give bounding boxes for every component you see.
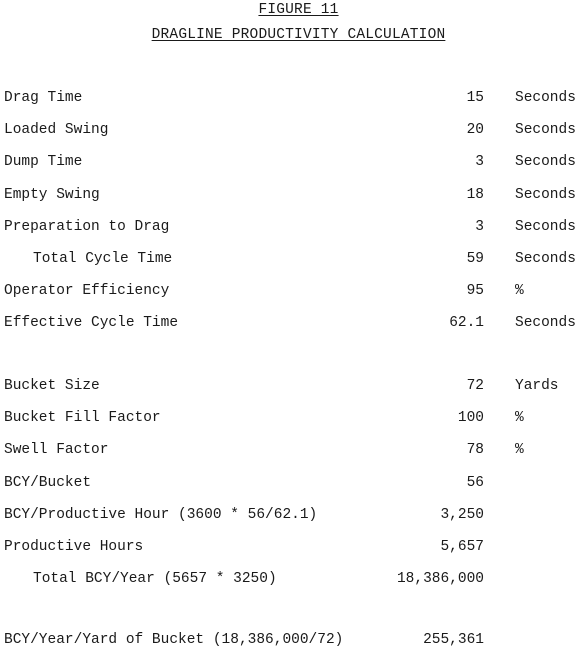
row-label: Bucket Fill Factor: [4, 410, 161, 427]
table-row: [0, 187, 585, 207]
row-label: Total Cycle Time: [33, 251, 173, 267]
row-value: 5,657: [440, 539, 484, 555]
row-value: 18,386,000: [396, 571, 484, 588]
table-row: [0, 122, 585, 142]
table-row: [0, 90, 585, 110]
row-label: Bucket Size: [4, 378, 100, 394]
row-label: Effective Cycle Time: [4, 315, 179, 332]
row-label: Loaded Swing: [4, 122, 109, 139]
table-row: [0, 571, 585, 591]
table-row: [0, 315, 585, 335]
row-unit: %: [515, 283, 524, 300]
row-value: 18: [466, 186, 484, 203]
row-unit: Seconds: [515, 122, 576, 139]
table-row: [0, 154, 585, 174]
row-value: 255,361: [423, 632, 484, 648]
row-value: 100: [457, 410, 484, 427]
row-label: Drag Time: [4, 90, 83, 106]
row-value: 56: [466, 474, 484, 491]
row-unit: Seconds: [515, 251, 576, 267]
row-value: 62.1: [449, 315, 484, 332]
row-label: Operator Efficiency: [4, 283, 170, 300]
page-title: DRAGLINE PRODUCTIVITY CALCULATION: [151, 27, 446, 43]
table-row: [0, 632, 585, 652]
table-row: [0, 507, 585, 527]
row-value: 3,250: [440, 506, 484, 523]
table-row: [0, 251, 585, 271]
table-row: [0, 378, 585, 398]
table-row: [0, 442, 585, 462]
row-label: BCY/Bucket: [4, 474, 92, 491]
row-label: Total BCY/Year (5657 * 3250): [33, 571, 277, 588]
row-unit: %: [515, 410, 524, 427]
row-label: Empty Swing: [4, 186, 100, 203]
row-unit: Yards: [515, 378, 559, 394]
row-unit: Seconds: [515, 218, 576, 235]
row-value: 15: [466, 90, 484, 106]
row-unit: Seconds: [515, 154, 576, 171]
row-unit: Seconds: [515, 315, 576, 332]
table-row: [0, 475, 585, 495]
row-label: Dump Time: [4, 154, 83, 171]
row-label: Productive Hours: [4, 539, 144, 555]
table-row: [0, 219, 585, 239]
row-unit: Seconds: [515, 90, 576, 106]
row-unit: %: [515, 442, 524, 459]
row-label: BCY/Productive Hour (3600 * 56/62.1): [4, 506, 318, 523]
row-value: 20: [466, 122, 484, 139]
row-value: 95: [466, 283, 484, 300]
row-label: Preparation to Drag: [4, 218, 170, 235]
table-row: [0, 283, 585, 303]
table-row: [0, 539, 585, 559]
row-value: 72: [466, 378, 484, 394]
row-label: BCY/Year/Yard of Bucket (18,386,000/72): [4, 632, 344, 648]
row-value: 78: [466, 442, 484, 459]
row-value: 3: [475, 218, 484, 235]
row-unit: Seconds: [515, 186, 576, 203]
figure-number: FIGURE 11: [258, 2, 339, 18]
row-value: 59: [466, 251, 484, 267]
row-label: Swell Factor: [4, 442, 109, 459]
row-value: 3: [475, 154, 484, 171]
table-row: [0, 410, 585, 430]
